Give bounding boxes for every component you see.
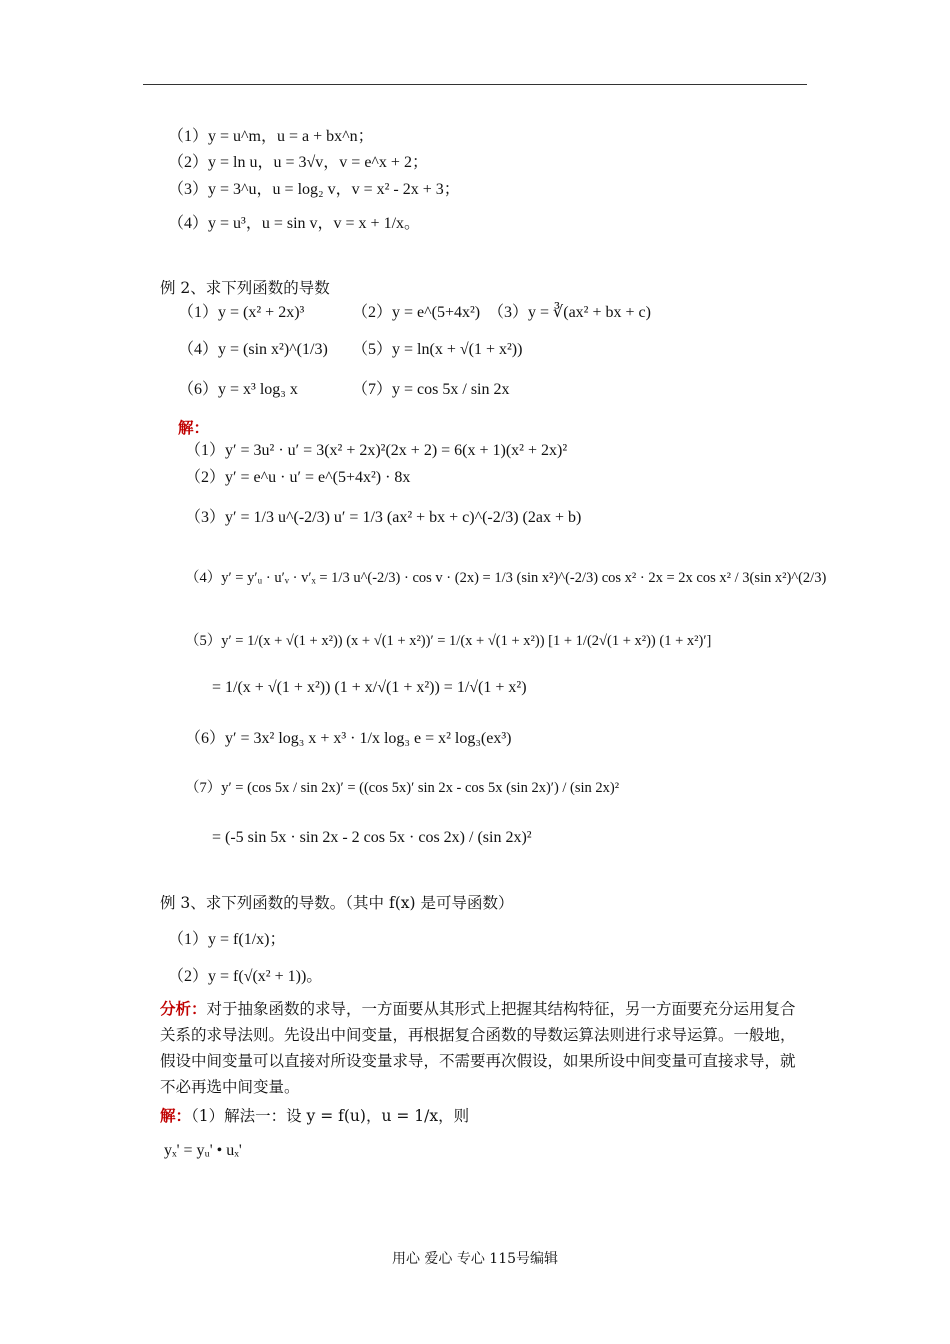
formula: y′ = 3u² · u′ = 3(x² + 2x)²(2x + 2) = 6(x + 1)(x² + 2x)² <box>225 442 568 459</box>
ex2-solution-4 <box>185 568 826 588</box>
ex2-solution-3 <box>185 508 581 528</box>
ex2-solution-2 <box>185 468 410 488</box>
ex2-problem-2 <box>352 303 480 323</box>
ex2-problem-3 <box>488 303 651 323</box>
item-label: （3） <box>168 181 209 198</box>
item-label: （2） <box>185 469 226 486</box>
item-label: （1） <box>168 931 209 948</box>
item-label: （4） <box>185 570 222 586</box>
formula: y′ = 1/3 u^(-2/3) u′ = 1/3 (ax² + bx + c)^(-2/3) (2ax + b) <box>225 509 582 526</box>
item-label: （7） <box>185 780 222 796</box>
item-label: （4） <box>178 341 219 358</box>
item-label: （7） <box>352 381 393 398</box>
formula: y = f(√(x² + 1))。 <box>208 968 323 985</box>
ex2-problem-6 <box>178 380 298 400</box>
item-label: （1） <box>185 442 226 459</box>
ex1-item-2 <box>168 153 428 173</box>
ex3-problem-2 <box>168 967 322 987</box>
ex1-item-4 <box>168 214 420 234</box>
ex1-item-3 <box>168 180 460 200</box>
formula: y = u^m，u = a + bx^n； <box>208 128 374 145</box>
ex2-problem-7 <box>352 380 509 400</box>
formula: y = cos 5x / sin 2x <box>392 381 510 398</box>
formula: y = u³，u = sin v，v = x + 1/x。 <box>208 215 421 232</box>
ex2-problem-4 <box>178 340 328 360</box>
ex3-analysis <box>160 996 810 1100</box>
formula: y′ = y′ᵤ · u′ᵥ · v′ₓ = 1/3 u^(-2/3) · cos v · (2x) = 1/3 (sin x²)^(-2/3) cos x² · 2x = 2x cos x² / 3(sin x²)^(2/3) <box>221 570 827 586</box>
page-footer: 用心 爱心 专心 115号编辑 <box>391 1251 559 1267</box>
item-label: （6） <box>185 730 226 747</box>
formula: y = e^(5+4x²) <box>392 304 481 321</box>
formula: = 1/(x + √(1 + x²)) (1 + x/√(1 + x²)) = 1/√(1 + x²) <box>212 679 527 696</box>
item-label: （4） <box>168 215 209 232</box>
item-label: （1） <box>168 128 209 145</box>
analysis-text: 对于抽象函数的求导，一方面要从其形式上把握其结构特征，另一方面要充分运用复合关系的求导法则。先设出中间变量，再根据复合函数的导数运算法则进行求导运算。一般地，假设中间变量可以直接对所设变量求导，不需要再次假设，如果所设中间变量可直接求导，就不必再选中间变量。 <box>160 1000 796 1096</box>
item-label: （2） <box>352 304 393 321</box>
item-label: （5） <box>185 633 222 649</box>
formula: y = 3^u，u = log₂ v，v = x² - 2x + 3； <box>208 181 460 198</box>
formula: y′ = 1/(x + √(1 + x²)) (x + √(1 + x²))′ = 1/(x + √(1 + x²)) [1 + 1/(2√(1 + x²)) (1 + x²)′] <box>221 633 712 649</box>
item-label: （5） <box>352 341 393 358</box>
ex2-solution-5-cont <box>212 678 527 698</box>
item-label: （6） <box>178 381 219 398</box>
item-label: （2） <box>168 154 209 171</box>
ex3-problem-1 <box>168 930 285 950</box>
ex3-solution <box>160 1106 469 1126</box>
ex2-solution-1 <box>185 441 567 461</box>
ex2-problem-5 <box>352 340 522 360</box>
ex2-solution-7-cont <box>212 828 532 848</box>
item-label: （3） <box>185 509 226 526</box>
formula: y = ln(x + √(1 + x²)) <box>392 341 523 358</box>
formula: y = f(1/x)； <box>208 931 286 948</box>
solution-label: 解： <box>160 1106 192 1125</box>
formula: y = ∛(ax² + bx + c) <box>528 304 651 321</box>
formula: y = ln u，u = 3√v，v = e^x + 2； <box>208 154 428 171</box>
formula: y = (x² + 2x)³ <box>218 304 305 321</box>
solution-text: （1）解法一：设 y = f(u)，u = 1/x，则 <box>191 1107 470 1125</box>
ex2-solution-5 <box>185 631 711 651</box>
ex3-chain-rule: yₓ' = yᵤ' • uₓ' <box>164 1142 242 1159</box>
item-label: （3） <box>488 304 529 321</box>
formula: y′ = e^u · u′ = e^(5+4x²) · 8x <box>225 469 411 486</box>
ex2-solution-label: 解： <box>178 418 210 437</box>
formula: y = x³ log₃ x <box>218 381 298 398</box>
formula: y = (sin x²)^(1/3) <box>218 341 328 358</box>
analysis-label: 分析： <box>160 999 207 1018</box>
formula: y′ = 3x² log₃ x + x³ · 1/x log₃ e = x² log₃(ex³) <box>225 730 512 747</box>
item-label: （1） <box>178 304 219 321</box>
formula: y′ = (cos 5x / sin 2x)′ = ((cos 5x)′ sin 2x - cos 5x (sin 2x)′) / (sin 2x)² <box>221 780 620 796</box>
ex2-problem-1 <box>178 303 304 323</box>
ex2-solution-7 <box>185 778 619 798</box>
formula: = (-5 sin 5x · sin 2x - 2 cos 5x · cos 2x) / (sin 2x)² <box>212 829 532 846</box>
ex1-item-1 <box>168 127 374 147</box>
header-rule <box>143 84 807 85</box>
ex2-title: 例 2、求下列函数的导数 <box>160 279 330 297</box>
item-label: （2） <box>168 968 209 985</box>
ex3-title: 例 3、求下列函数的导数。（其中 f(x) 是可导函数） <box>160 894 514 912</box>
ex2-solution-6 <box>185 729 511 749</box>
